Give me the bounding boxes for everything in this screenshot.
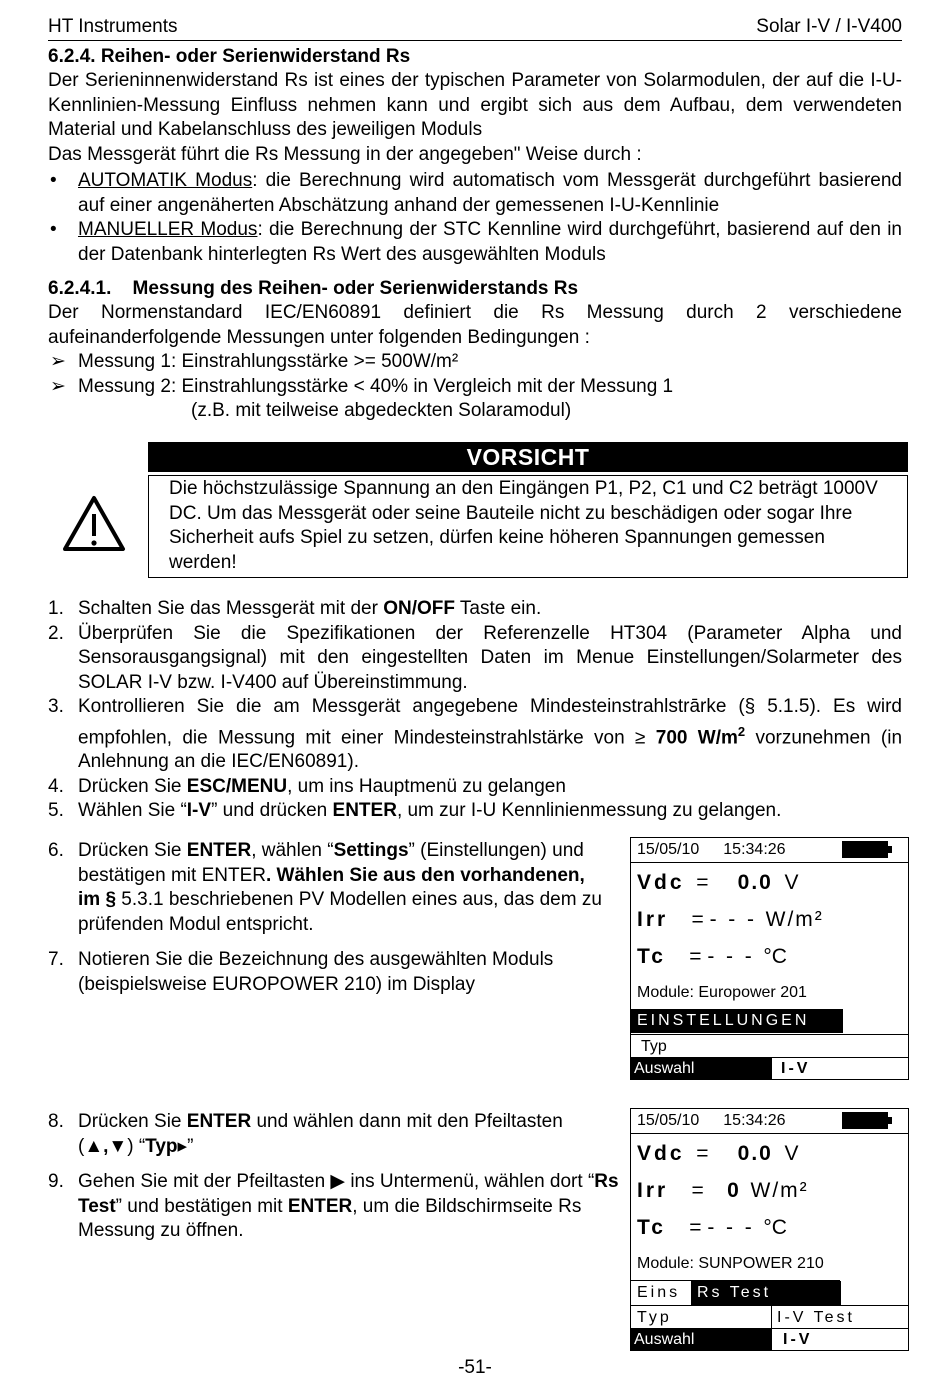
lcd-divider	[631, 1034, 908, 1035]
lcd-screen-rs-test	[630, 1108, 909, 1351]
right-arrow-icon: ▸	[177, 1135, 188, 1157]
battery-icon	[842, 841, 888, 858]
step-key: ESC/MENU	[186, 775, 288, 797]
step-sup: 2	[737, 723, 746, 739]
lcd-label: Irr	[637, 1179, 669, 1202]
step-text: Kontrollieren Sie die am Messgerät angegebene Mindesteinstrahlstrārke (§ 5.1.5). Es wird empfohlen, die Messung mit einer Mindesteinstrahlstärke von	[78, 696, 902, 748]
arrow-keys-icon: ▲,▼	[84, 1135, 128, 1157]
lcd-value: 0.0	[737, 871, 773, 894]
step-item	[48, 1170, 623, 1244]
step-key: ENTER	[186, 840, 252, 861]
step-item	[48, 695, 902, 775]
lcd-unit: V	[784, 1142, 799, 1165]
lcd-typ: Typ	[641, 1038, 667, 1055]
lcd-tab-rs-test: Rs Test	[691, 1281, 841, 1305]
step-item	[48, 839, 608, 937]
step-item	[48, 597, 902, 622]
lcd-mode: I-V	[783, 1331, 813, 1348]
step-text: Schalten Sie das Messgerät mit der	[78, 598, 384, 619]
warning-block	[148, 442, 908, 578]
step-text: , um die Bildschirmseite Rs Messung zu öffnen.	[78, 1195, 582, 1241]
step-text: , um zur I-U Kennlinienmessung zu gelangen.	[396, 800, 782, 822]
lcd-auswahl: Auswahl	[631, 1058, 772, 1079]
step-text: , um ins Hauptmenü zu gelangen	[287, 775, 566, 797]
lcd-typ-value: I-V Test	[777, 1309, 855, 1326]
lcd-unit: W/m²	[750, 1179, 809, 1202]
lcd-time: 15:34:26	[723, 841, 786, 858]
mode-list	[48, 169, 902, 267]
lcd-value: = - - -	[689, 1216, 752, 1239]
lcd-module: Module: Europower 201	[637, 984, 807, 1001]
lcd-vdc-row	[637, 868, 799, 898]
step-key: . Wählen Sie aus den vorhandenen, im §	[78, 864, 585, 910]
step-text: Drücken Sie	[78, 840, 187, 861]
step-item	[48, 948, 608, 997]
arrow-icon: ➢	[50, 375, 66, 397]
lcd-eq: =	[696, 871, 709, 894]
step-text: vorzunehmen (in Anlehnung an die IEC/EN60891).	[78, 726, 903, 773]
lcd-value: = - - -	[691, 908, 754, 931]
lcd-irr-row	[637, 905, 824, 935]
step-text: ” und drücken	[211, 800, 333, 822]
lcd-mode: I-V	[781, 1060, 811, 1077]
lcd-label: Irr	[637, 908, 669, 931]
step-item	[48, 622, 902, 696]
subsection-title: 6.2.4.1. Messung des Reihen- oder Serienwiderstands Rs	[48, 278, 579, 299]
lcd-date: 15/05/10	[637, 1112, 700, 1129]
lcd-unit: °C	[763, 1216, 787, 1239]
lcd-label: Tc	[637, 1216, 666, 1239]
step-key: ENTER	[332, 800, 397, 822]
condition-text: Messung 1: Einstrahlungsstärke >= 500W/m²	[78, 351, 459, 372]
step-item	[48, 799, 902, 824]
warning-text: Die höchstzulässige Spannung an den Eingängen P1, P2, C1 und C2 beträgt 1000V DC. Um das Messgerät oder seine Bauteile nicht zu beschädigen oder sogar Ihre Sicherheit aufs Spiel zu setzen, dürfen keine höheren Spannungen gemessen werden!	[148, 475, 908, 578]
step-key: Typ	[145, 1135, 178, 1157]
arrow-icon: ➢	[50, 351, 66, 372]
lcd-typ: Typ	[637, 1309, 672, 1326]
step-text: Wählen Sie “	[78, 800, 187, 822]
lcd-unit: V	[784, 871, 799, 894]
warning-title: VORSICHT	[148, 442, 908, 472]
step-text: ” und bestätigen mit	[115, 1195, 288, 1217]
mode-term: MANUELLER Modus	[78, 219, 258, 240]
lcd-label: Vdc	[637, 1142, 685, 1165]
step-text: ”	[187, 1135, 194, 1157]
header-left: HT Instruments	[48, 16, 178, 37]
condition-text: Messung 2: Einstrahlungsstärke < 40% in Vergleich mit der Messung 1	[78, 375, 674, 397]
mode-text: : die Berechnung wird automatisch vom Messgerät durchgeführt basierend auf einer angenäherten Abschätzung anhand der gemessenen I-U-Kennlinie	[78, 170, 902, 216]
step-number: 9.	[48, 1171, 64, 1192]
step-key: Settings	[333, 840, 409, 861]
step-number: 7.	[48, 949, 64, 970]
lcd-date: 15/05/10	[637, 841, 700, 858]
step-number: 4.	[48, 775, 64, 797]
step-key: ON/OFF	[383, 598, 455, 619]
lcd-label: Vdc	[637, 871, 685, 894]
lcd-eq: =	[691, 1179, 704, 1202]
steps-block-3	[48, 1110, 623, 1244]
steps-block-2	[48, 839, 608, 997]
mode-term: AUTOMATIK Modus	[78, 170, 253, 191]
step-text: , wählen “	[251, 840, 334, 861]
step-text: Überprüfen Sie die Spezifikationen der Referenzelle HT304 (Parameter Alpha und Sensorausgangsignal) mit den eingestellten Daten im Menue Einstellungen/Solarmeter des SOLAR I-V bzw. I-V400 auf Übereinstimmung.	[78, 622, 902, 693]
section-intro2: Das Messgerät führt die Rs Messung in der angegeben" Weise durch :	[48, 143, 642, 165]
step-text: Drücken Sie	[78, 1111, 187, 1132]
list-item	[48, 169, 902, 218]
lcd-value: = - - -	[689, 945, 752, 968]
subsection-intro: Der Normenstandard IEC/EN60891 definiert die Rs Messung durch 2 verschiedene aufeinanderfolgende Messungen unter folgenden Bedingungen :	[48, 302, 902, 348]
step-number: 1.	[48, 598, 64, 619]
lcd-tab-eins: Eins	[637, 1284, 681, 1301]
page-header	[48, 14, 902, 41]
lcd-unit: °C	[763, 945, 787, 968]
lcd-screen-settings	[630, 837, 909, 1080]
step-symbol: ≥	[634, 726, 646, 748]
warning-triangle-icon	[62, 494, 126, 552]
step-number: 3.	[48, 696, 64, 717]
step-key: I-V	[186, 800, 212, 822]
step-text: ” (Einstellungen) und bestätigen mit ENTER	[78, 840, 584, 886]
lcd-tc-row	[637, 1213, 787, 1243]
lcd-divider	[631, 1305, 908, 1306]
step-text: ins Untermenü, wählen dort “	[345, 1171, 595, 1192]
step-number: 2.	[48, 622, 64, 644]
step-text: und wählen dann mit den Pfeiltasten (	[78, 1111, 563, 1157]
step-text: Gehen Sie mit der Pfeiltasten	[78, 1171, 331, 1192]
lcd-vdc-row	[637, 1139, 799, 1169]
page-number: -51-	[458, 1357, 492, 1378]
step-item	[48, 1110, 623, 1159]
lcd-eq: =	[696, 1142, 709, 1165]
lcd-tc-row	[637, 942, 787, 972]
lcd-auswahl: Auswahl	[631, 1329, 772, 1350]
step-text: 5.3.1 beschriebenen PV Modellen eines aus, das dem zu prüfenden Modul entspricht.	[78, 889, 602, 935]
page	[48, 14, 902, 424]
list-item	[48, 375, 902, 400]
battery-icon	[842, 1112, 888, 1129]
condition-note: (z.B. mit teilweise abgedeckten Solaramodul)	[191, 400, 572, 421]
step-text: Notieren Sie die Bezeichnung des ausgewählten Moduls (beispielsweise EUROPOWER 210) im Display	[78, 949, 554, 995]
step-text: Taste ein.	[454, 598, 542, 619]
step-number: 6.	[48, 840, 64, 861]
lcd-module: Module: SUNPOWER 210	[637, 1255, 824, 1272]
right-arrow-icon: ▶	[330, 1171, 346, 1192]
header-right: Solar I-V / I-V400	[756, 16, 902, 37]
step-number: 8.	[48, 1111, 64, 1132]
mode-text: : die Berechnung der STC Kennline wird durchgeführt, basierend auf den in der Datenbank hinterlegten Rs Wert des ausgewählten Moduls	[78, 219, 902, 265]
section-title: 6.2.4. Reihen- oder Serienwiderstand Rs	[48, 46, 411, 67]
lcd-label: Tc	[637, 945, 666, 968]
steps-block-1	[48, 597, 902, 824]
lcd-menu-title: EINSTELLUNGEN	[631, 1009, 843, 1033]
step-item	[48, 775, 902, 800]
lcd-irr-row	[637, 1176, 809, 1206]
list-item	[48, 218, 902, 267]
section-intro: Der Serieninnenwiderstand Rs ist eines der typischen Parameter von Solarmodulen, der auf die I-U-Kennlinien-Messung Einfluss nehmen kann und ergibt sich aus dem Aufbau, dem verwendeten Material und Kabelanschluss des jeweiligen Moduls	[48, 70, 902, 140]
step-key: Rs Test	[78, 1171, 619, 1217]
lcd-value: 0	[727, 1179, 739, 1202]
step-number: 5.	[48, 800, 64, 822]
lcd-time: 15:34:26	[723, 1112, 786, 1129]
lcd-value: 0.0	[737, 1142, 773, 1165]
step-text: Drücken Sie	[78, 775, 187, 797]
lcd-unit: W/m²	[765, 908, 824, 931]
step-key: 700 W/m	[655, 726, 738, 748]
step-key: ENTER	[186, 1111, 252, 1132]
step-text: ) “	[127, 1135, 146, 1157]
list-item	[48, 350, 902, 375]
step-key: ENTER	[287, 1195, 353, 1217]
